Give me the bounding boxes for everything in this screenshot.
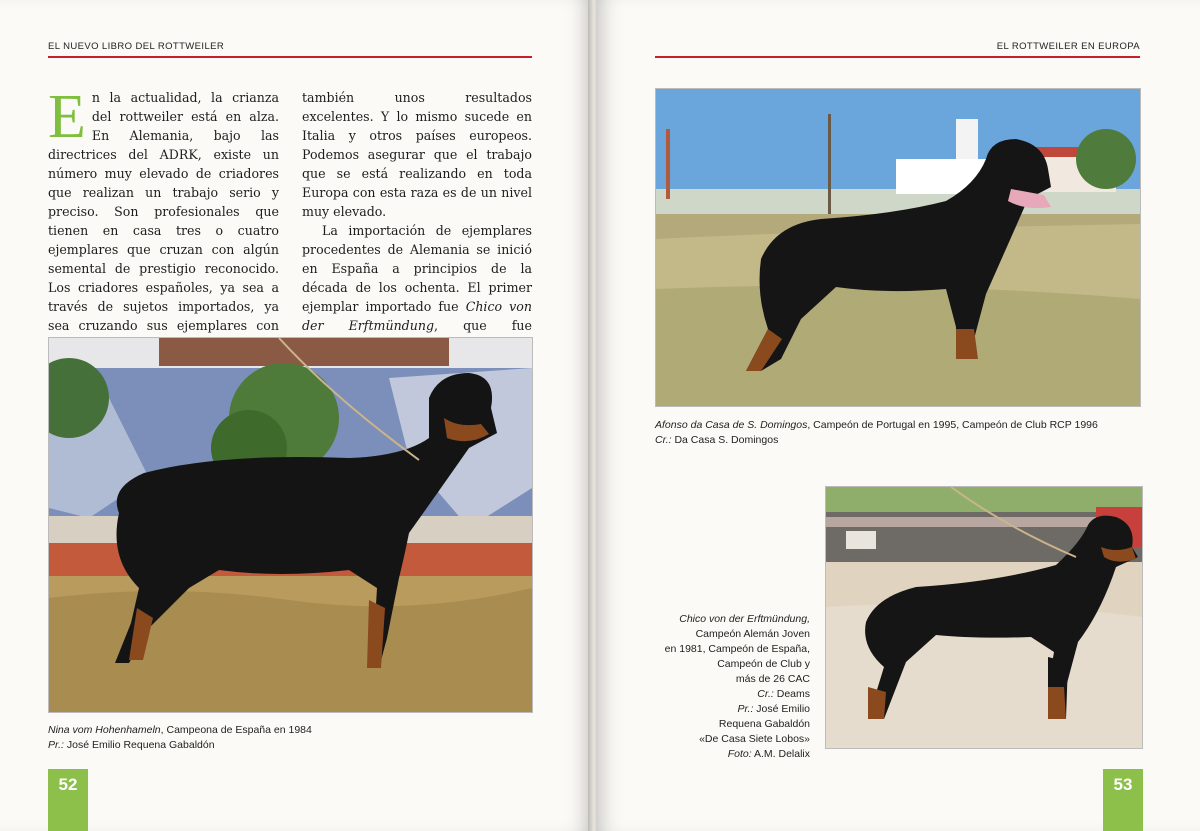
rottweiler-photo-image [49, 338, 532, 712]
caption-title: , Campeona de España en 1984 [160, 724, 312, 736]
drop-cap: E [48, 83, 86, 151]
page-number-53: 53 [1103, 769, 1143, 831]
caption-chico [655, 612, 810, 762]
credit-text: Da Casa S. Domingos [671, 434, 779, 446]
caption-afonso [655, 418, 1139, 448]
credit-text: José Emilio [753, 703, 810, 715]
credit-label: Cr.: [757, 688, 774, 700]
caption-dog-name: Chico von der Erftmündung, [679, 613, 810, 625]
text-column-1 [48, 83, 279, 354]
credit-text: A.M. Delalix [751, 748, 810, 760]
caption-line: Requena Gabaldón [718, 718, 810, 730]
header-rule-right [655, 56, 1140, 58]
caption-line: Campeón Alemán Joven [695, 628, 810, 640]
right-page [596, 0, 1200, 831]
credit-text: José Emilio Requena Gabaldón [63, 739, 215, 751]
running-head-left: EL NUEVO LIBRO DEL ROTTWEILER [48, 41, 225, 52]
caption-line: «De Casa Siete Lobos» [699, 733, 810, 745]
left-page [0, 0, 592, 831]
column-2-paragraph-2: La importación de ejemplares procedentes de Alemania se inició en España a principios de la década de los ochenta. El primer ejemplar importado fue Chico von der Erftmündung, que fue [302, 223, 532, 333]
running-head-right: EL ROTTWEILER EN EUROPA [996, 41, 1140, 52]
photo-afonso [655, 88, 1141, 407]
caption-nina [48, 723, 531, 753]
caption-dog-name: Afonso da Casa de S. Domingos [655, 419, 808, 431]
caption-title: , Campeón de Portugal en 1995, Campeón de Club RCP 1996 [807, 419, 1098, 431]
caption-dog-name: Nina vom Hohenhameln [48, 724, 161, 736]
caption-line: Campeón de Club y [717, 658, 810, 670]
caption-line: más de 26 CAC [735, 673, 810, 685]
dog-name-italic: Chico von der Erftmündung [302, 299, 532, 333]
credit-label: Foto: [727, 748, 752, 760]
page-number-52: 52 [48, 769, 88, 831]
text-column-2 [302, 88, 532, 354]
header-rule-left [48, 56, 532, 58]
credit-label: Cr.: [655, 434, 672, 446]
caption-line: en 1981, Campeón de España, [664, 643, 810, 655]
column-1-text: n la actualidad, la crianza del rottweiler está en alza. En Alemania, bajo las directrices del ADRK, existe un número muy elevado de criadores que realizan un trabajo serio y preciso. Son profesionales que tienen en casa tres o cuatro ejemplares que cruzan con algún semental de prestigio reconocido. Los criadores españoles, ya sea a través de sujetos importados, ya sea cruzando sus ejemplares con [48, 90, 279, 333]
credit-text: Deams [773, 688, 810, 700]
credit-label: Pr.: [48, 739, 64, 751]
column-2-paragraph-1: también unos resultados excelentes. Y lo mismo sucede en Italia y otros países europeos. Podemos asegurar que el trabajo que se está realizando en toda Europa con esta raza es de un nivel muy elevado. [302, 90, 532, 219]
photo-chico [825, 486, 1143, 749]
credit-label: Pr.: [737, 703, 754, 715]
rottweiler-photo-image [826, 487, 1142, 748]
rottweiler-photo-image [656, 89, 1140, 406]
photo-nina [48, 337, 533, 713]
